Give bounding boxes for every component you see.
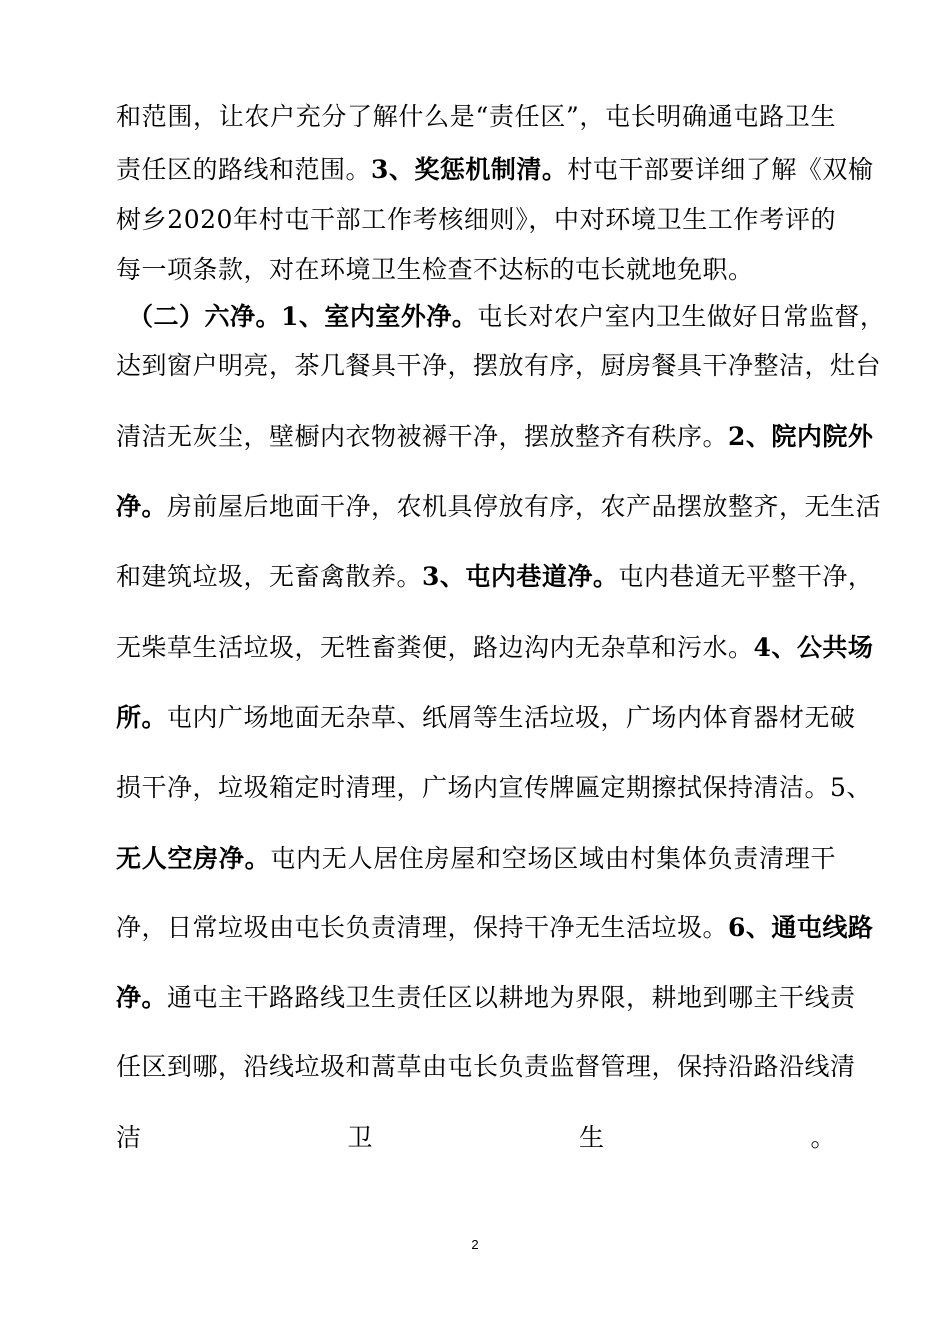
text-segment: 房前屋后地面干净，农机具停放有序，农产品摆放整齐，无生活	[167, 492, 882, 521]
text-segment: 责任区的路线和范围。	[116, 155, 372, 184]
text-segment: 通屯主干路路线卫生责任区以耕地为界限，耕地到哪主干线责	[167, 983, 856, 1012]
bold-text: 无人空房净。	[116, 844, 271, 873]
bold-text: 1、室内室外净。	[281, 302, 478, 331]
text-line	[116, 155, 874, 185]
text-line	[116, 913, 874, 943]
text-line	[116, 492, 882, 522]
text-segment: 和范围，让农户充分了解什么是“责任区”，屯长明确通屯路卫生	[116, 102, 836, 131]
text-line	[116, 703, 856, 733]
bold-text: 6、通屯线路	[728, 913, 874, 942]
text-line	[116, 102, 836, 132]
text-segment: 村屯干部要详细了解《双榆	[567, 155, 874, 184]
text-segment: 无柴草生活垃圾，无牲畜粪便，路边沟内无杂草和污水。	[116, 633, 754, 662]
bold-text: （二）六净。	[128, 302, 282, 331]
text-segment: 洁卫生。	[116, 1123, 836, 1152]
text-segment: 屯内广场地面无杂草、纸屑等生活垃圾，广场内体育器材无破	[167, 703, 856, 732]
text-segment: 屯长对农户室内卫生做好日常监督，	[477, 302, 886, 331]
page-number: 2	[471, 1237, 479, 1252]
text-line	[116, 1052, 856, 1082]
text-line	[116, 983, 856, 1013]
text-segment: 树乡2020年村屯干部工作考核细则》，中对环境卫生工作考评的	[116, 205, 836, 234]
text-segment: 每一项条款，对在环境卫生检查不达标的屯长就地免职。	[116, 255, 754, 284]
text-line	[116, 205, 836, 235]
text-line	[116, 633, 874, 663]
text-segment: 净，日常垃圾由屯长负责清理，保持干净无生活垃圾。	[116, 913, 729, 942]
text-segment: 任区到哪，沿线垃圾和蒿草由屯长负责监督管理，保持沿路沿线清	[116, 1052, 856, 1081]
section-heading-line	[128, 302, 886, 332]
text-line	[116, 773, 872, 803]
text-segment: 损干净，垃圾箱定时清理，广场内宣传牌匾定期擦拭保持清洁。5、	[116, 773, 872, 802]
text-segment: 屯内巷道无平整干净，	[618, 562, 874, 591]
text-line	[116, 255, 836, 285]
text-segment: 清洁无灰尘，壁橱内衣物被褥干净，摆放整齐有秩序。	[116, 422, 729, 451]
bold-text: 净。	[116, 983, 168, 1012]
text-line	[116, 1123, 836, 1153]
text-line	[116, 562, 874, 592]
text-line	[116, 351, 882, 381]
bold-text: 3、屯内巷道净。	[422, 562, 619, 591]
text-segment: 和建筑垃圾，无畜禽散养。	[116, 562, 423, 591]
text-segment: 达到窗户明亮，茶几餐具干净，摆放有序，厨房餐具干净整洁，灶台	[116, 351, 882, 380]
text-segment: 屯内无人居住房屋和空场区域由村集体负责清理干	[270, 844, 836, 873]
bold-text: 净。	[116, 492, 168, 521]
text-line	[116, 422, 874, 452]
bold-text: 所。	[116, 703, 168, 732]
text-line	[116, 844, 836, 874]
bold-text: 3、奖惩机制清。	[371, 155, 568, 184]
bold-text: 2、院内院外	[728, 422, 874, 451]
bold-text: 4、公共场	[753, 633, 874, 662]
